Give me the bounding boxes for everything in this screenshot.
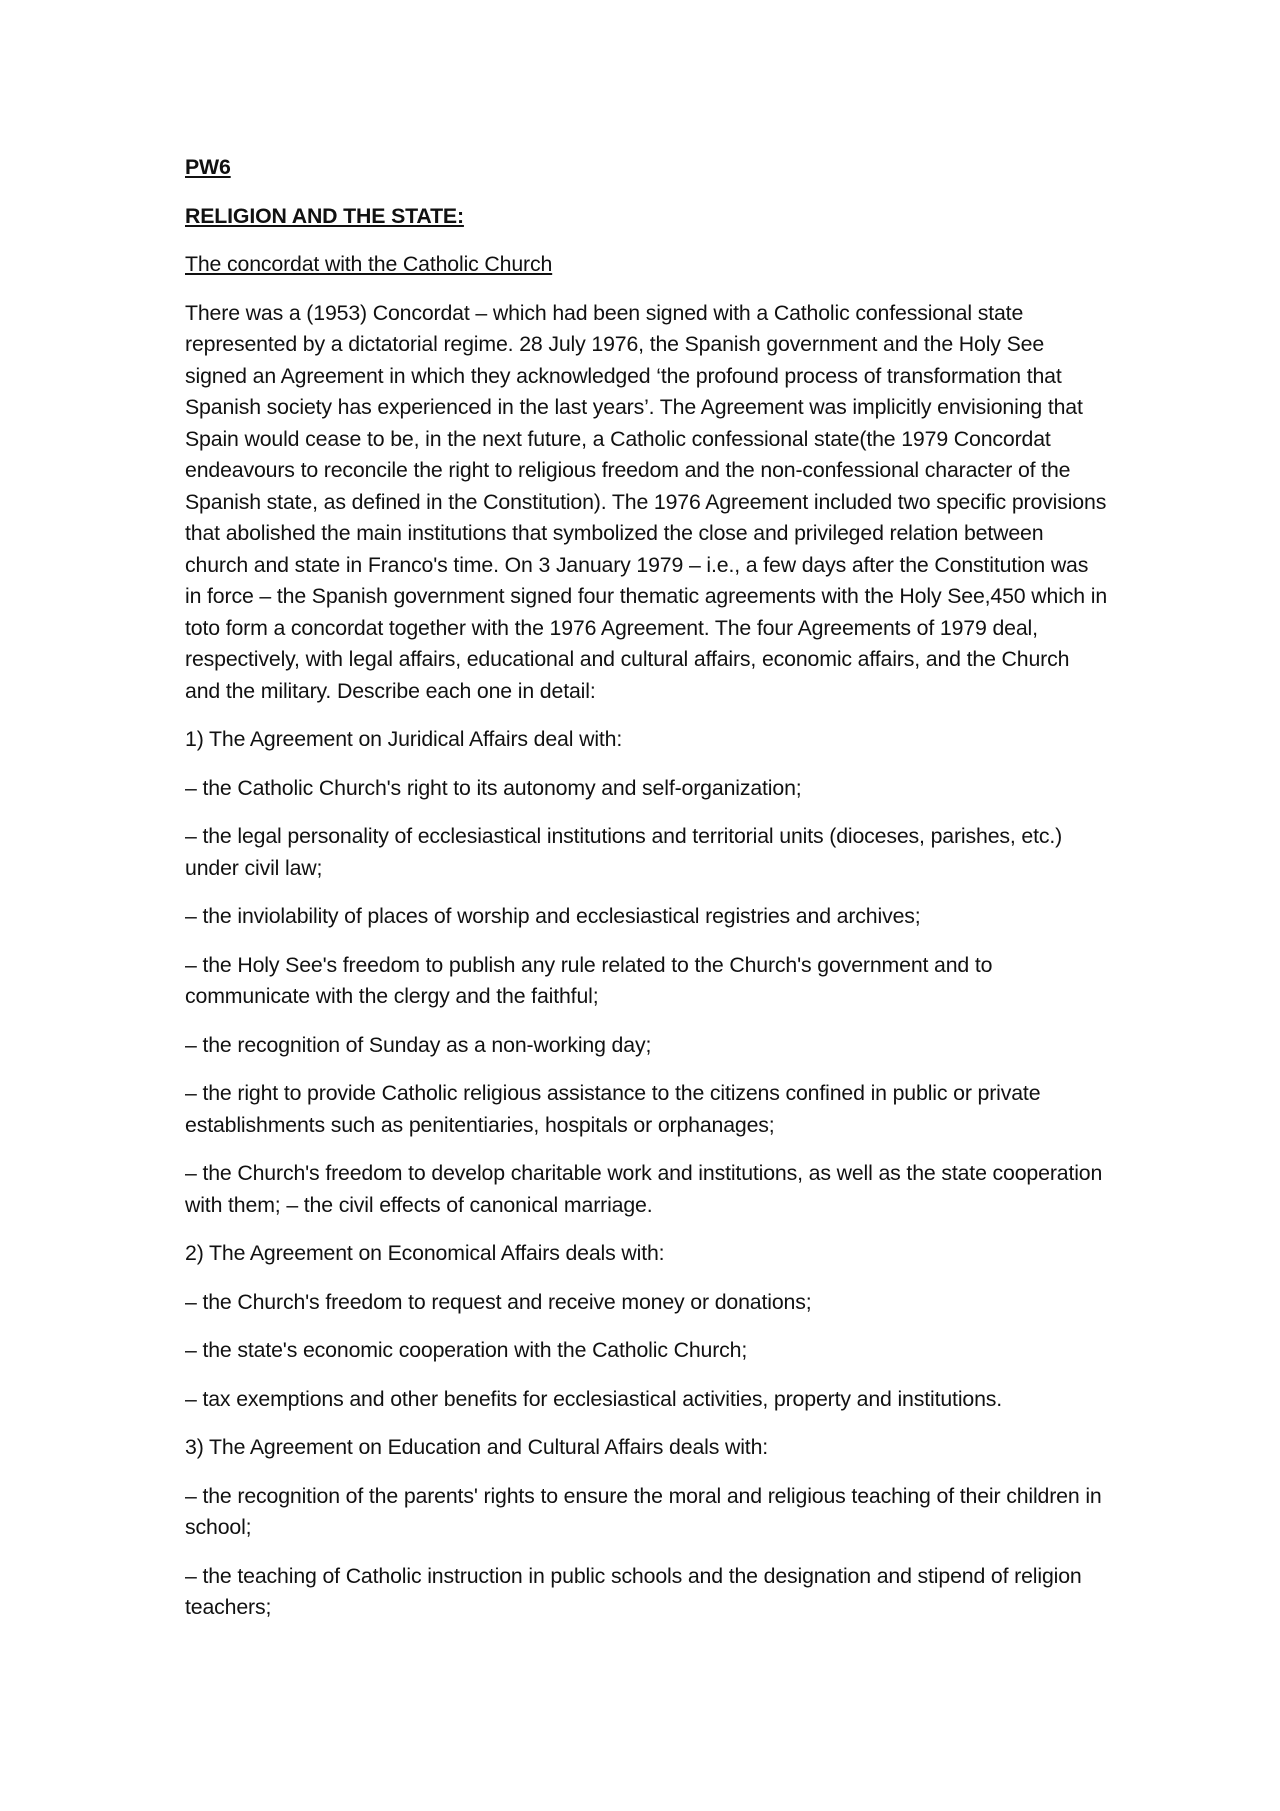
list-item: – the Holy See's freedom to publish any rule related to the Church's government and to communicate with the clergy and the faithful; <box>185 952 993 1008</box>
document-subtitle: The concordat with the Catholic Church <box>185 252 553 276</box>
list-item: – the inviolability of places of worship and ecclesiastical registries and archives; <box>185 904 921 928</box>
document-code: PW6 <box>185 155 231 179</box>
document-body <box>185 152 1110 1641</box>
list-item: – the teaching of Catholic instruction in public schools and the designation and stipend of religion teachers; <box>185 1563 1082 1619</box>
intro-paragraph: There was a (1953) Concordat – which had been signed with a Catholic confessional state represented by a dictatorial regime. 28 July 1976, the Spanish government and the Holy See signed an Agreement in which they acknowledged ‘the profound process of transformation that Spanish society has experienced in the last years’. The Agreement was implicitly envisioning that Spain would cease to be, in the next future, a Catholic confessional state(the 1979 Concordat endeavours to reconcile the right to religious freedom and the non-confessional character of the Spanish state, as defined in the Constitution). The 1976 Agreement included two specific provisions that abolished the main institutions that symbolized the close and privileged relation between church and state in Franco's time. On 3 January 1979 – i.e., a few days after the Constitution was in force – the Spanish government signed four thematic agreements with the Holy See,450 which in toto form a concordat together with the 1976 Agreement. The four Agreements of 1979 deal, respectively, with legal affairs, educational and cultural affairs, economic affairs, and the Church and the military. Describe each one in detail: <box>185 300 1108 703</box>
list-item: – the state's economic cooperation with the Catholic Church; <box>185 1338 748 1362</box>
list-item: – the Church's freedom to develop charitable work and institutions, as well as the state cooperation with them; – the civil effects of canonical marriage. <box>185 1161 1103 1217</box>
list-item: – the recognition of Sunday as a non-working day; <box>185 1032 652 1057</box>
list-item: – tax exemptions and other benefits for ecclesiastical activities, property and institutions. <box>185 1386 1003 1411</box>
section-1-heading: 1) The Agreement on Juridical Affairs deal with: <box>185 727 623 751</box>
section-2-heading: 2) The Agreement on Economical Affairs deals with: <box>185 1241 665 1265</box>
document-title: RELIGION AND THE STATE: <box>185 203 464 228</box>
list-item: – the legal personality of ecclesiastical institutions and territorial units (dioceses, parishes, etc.) under civil law; <box>185 824 1063 880</box>
section-3-heading: 3) The Agreement on Education and Cultural Affairs deals with: <box>185 1435 769 1459</box>
list-item: – the Church's freedom to request and receive money or donations; <box>185 1289 812 1314</box>
list-item: – the right to provide Catholic religious assistance to the citizens confined in public or private establishments such as penitentiaries, hospitals or orphanages; <box>185 1081 1041 1137</box>
list-item: – the Catholic Church's right to its autonomy and self-organization; <box>185 775 802 800</box>
list-item: – the recognition of the parents' rights to ensure the moral and religious teaching of their children in school; <box>185 1483 1102 1539</box>
